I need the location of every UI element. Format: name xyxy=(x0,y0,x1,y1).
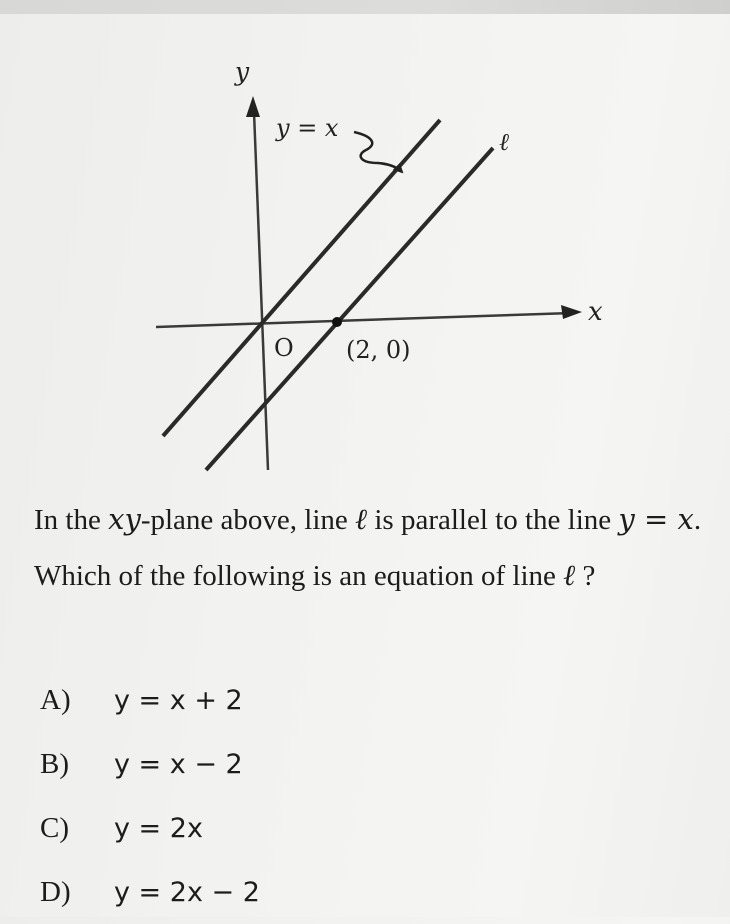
question-fragment: In the xyxy=(34,504,109,536)
x-axis xyxy=(156,313,572,327)
choice-equation: y = x − 2 xyxy=(114,748,243,780)
y-axis-arrowhead xyxy=(246,96,260,117)
math-ell: ℓ xyxy=(563,558,576,592)
x-axis-label: x xyxy=(588,297,603,327)
choice-equation: y = x + 2 xyxy=(114,684,243,716)
question-fragment: . Which of the following is an equation of line xyxy=(34,504,702,592)
choice-c[interactable] xyxy=(40,796,260,860)
math-xy: xy xyxy=(108,502,141,536)
choice-letter: A) xyxy=(40,683,71,716)
line-y-equals-x-label: y = x xyxy=(276,114,339,142)
line-ell xyxy=(206,148,493,470)
math-y-equals-x: y = x xyxy=(618,502,694,536)
choice-letter: B) xyxy=(40,747,69,780)
origin-label: O xyxy=(274,334,294,362)
x-axis-arrowhead xyxy=(561,305,582,319)
question-fragment: is parallel to the line xyxy=(367,504,619,536)
question-fragment: ? xyxy=(575,560,596,592)
point-label: (2, 0) xyxy=(346,336,411,364)
label-pointer-arrow xyxy=(354,132,402,172)
choice-letter: C) xyxy=(40,811,69,844)
choice-equation: y = 2x − 2 xyxy=(114,876,260,908)
math-ell: ℓ xyxy=(355,502,368,536)
line-ell-label: ℓ xyxy=(499,128,509,156)
choice-letter: D) xyxy=(40,875,71,908)
answer-choices xyxy=(40,668,260,924)
y-axis-label: y xyxy=(235,57,250,86)
question-fragment: -plane above, line xyxy=(140,504,356,536)
choice-a[interactable] xyxy=(40,668,260,732)
choice-d[interactable] xyxy=(40,860,260,924)
question-text xyxy=(34,492,724,604)
choice-b[interactable] xyxy=(40,732,260,796)
point-2-0 xyxy=(332,317,342,327)
choice-equation: y = 2x xyxy=(114,812,203,844)
line-y-equals-x xyxy=(163,120,440,436)
